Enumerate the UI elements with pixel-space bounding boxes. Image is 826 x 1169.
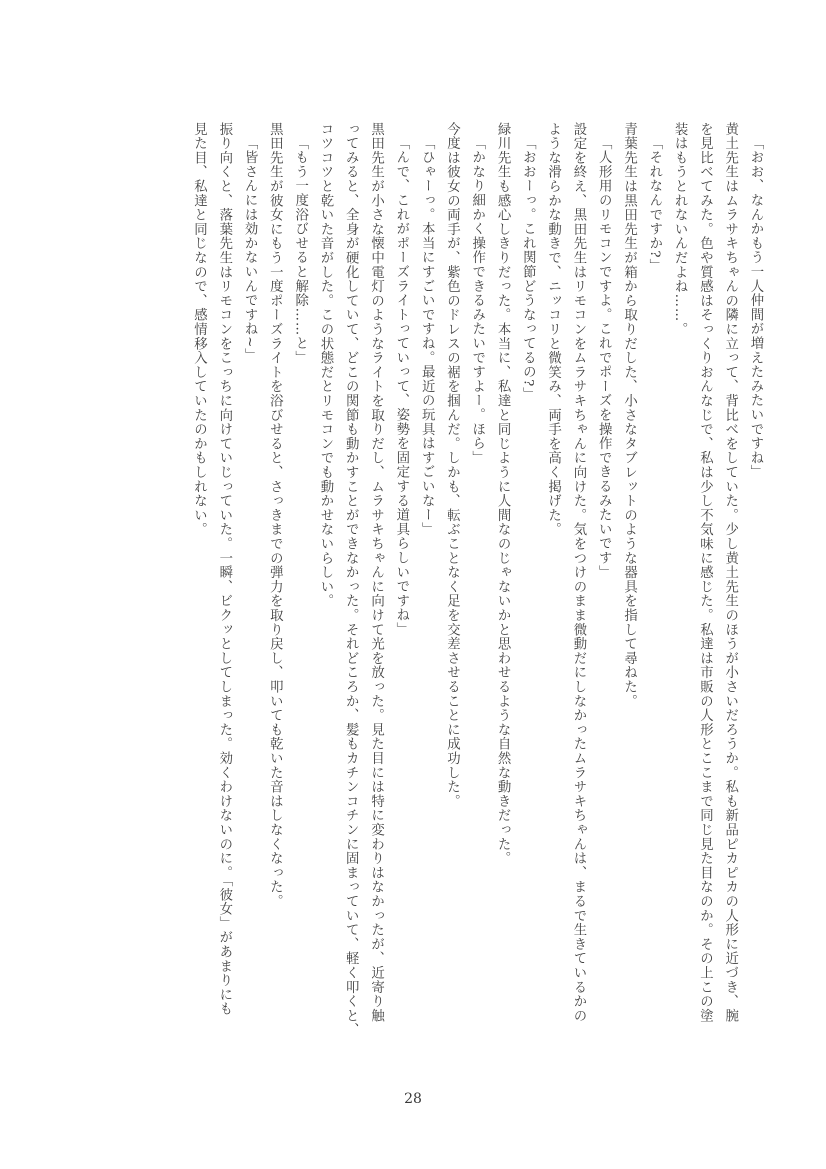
text-line: 今度は彼女の両手が、紫色のドレスの裾を掴んだ。しかも、転ぶことなく足を交差させることに成功した。 bbox=[444, 122, 460, 809]
text-line: 振り向くと、落葉先生はリモコンをこっちに向けていじっていた。一瞬、ビクッとしてしまった。効くわけないのに。「彼女」があまりにも bbox=[216, 122, 232, 1017]
text-line: 「人形用のリモコンですよ。これでポーズを操作できるみたいです」 bbox=[596, 136, 612, 580]
text-line: ってみると、全身が硬化していて、どこの関節も動かすことができなかった。それどころか、髪もカチンコチンに固まっていて、軽く叩くと、 bbox=[343, 122, 359, 1038]
text-line: 設定を終え、黒田先生はリモコンをムラサキちゃんに向けた。気をつけのまま微動だにしなかったムラサキちゃんは、まるで生きているかの bbox=[570, 122, 586, 1023]
text-line: 装はもうとれないんだよね……。 bbox=[672, 122, 688, 337]
text-line: 「皆さんには効かないんですね~」 bbox=[242, 136, 258, 363]
text-line: 「んで、これがポーズライトっていって、姿勢を固定する道具らしいですね」 bbox=[393, 136, 409, 637]
text-line: 黄土先生はムラサキちゃんの隣に立って、背比べをしていた。少し黄土先生のほうが小さいだろうか。私も新品ピカピカの人形に近づき、腕 bbox=[722, 122, 738, 1023]
body-text bbox=[62, 122, 768, 1052]
text-line: 「かなり細かく操作できるみたいですよー。ほら」 bbox=[469, 136, 485, 465]
text-line: 緑川先生も感心しきりだった。本当に、私達と同じように人間なのじゃないかと思わせるような自然な動きだった。 bbox=[495, 122, 511, 866]
text-line: コツコツと乾いた音がした。この状態だとリモコンでも動かせないらしい。 bbox=[317, 122, 333, 609]
text-line: 「ひゃーっ。本当にすごいですね。最近の玩具はすごいなー」 bbox=[419, 136, 435, 537]
text-line: ような滑らかな動きで、ニッコリと微笑み、両手を高く掲げた。 bbox=[545, 122, 561, 537]
text-line: 「それなんですか?」 bbox=[646, 136, 662, 273]
text-line: 「もう一度浴びせると解除……と」 bbox=[292, 136, 308, 365]
text-line: 「おおーっ。これ関節どうなってるの?」 bbox=[520, 136, 536, 402]
page-number: 28 bbox=[404, 1091, 422, 1107]
text-line: 見た目、私達と同じなので、感情移入していたのかもしれない。 bbox=[191, 122, 207, 537]
text-line: 「おお、なんかもう一人仲間が増えたみたいですね」 bbox=[748, 136, 763, 480]
text-line: を見比べてみた。色や質感はそっくりおんなじで、私は少し不気味に感じた。私達は市販の人形とここまで同じ見た目なのか。その上この塗 bbox=[697, 122, 713, 1023]
text-line: 黒田先生が小さな懐中電灯のようなライトを取りだし、ムラサキちゃんに向けて光を放った。見た目には特に変わりはなかったが、近寄り触 bbox=[368, 122, 384, 1023]
text-line: 青葉先生は黒田先生が箱から取りだした、小さなタブレットのような器具を指して尋ねた。 bbox=[621, 122, 637, 709]
text-line: 黒田先生が彼女にもう一度ポーズライトを浴びせると、さっきまでの弾力を取り戻し、叩いても乾いた音はしなくなった。 bbox=[267, 122, 283, 909]
